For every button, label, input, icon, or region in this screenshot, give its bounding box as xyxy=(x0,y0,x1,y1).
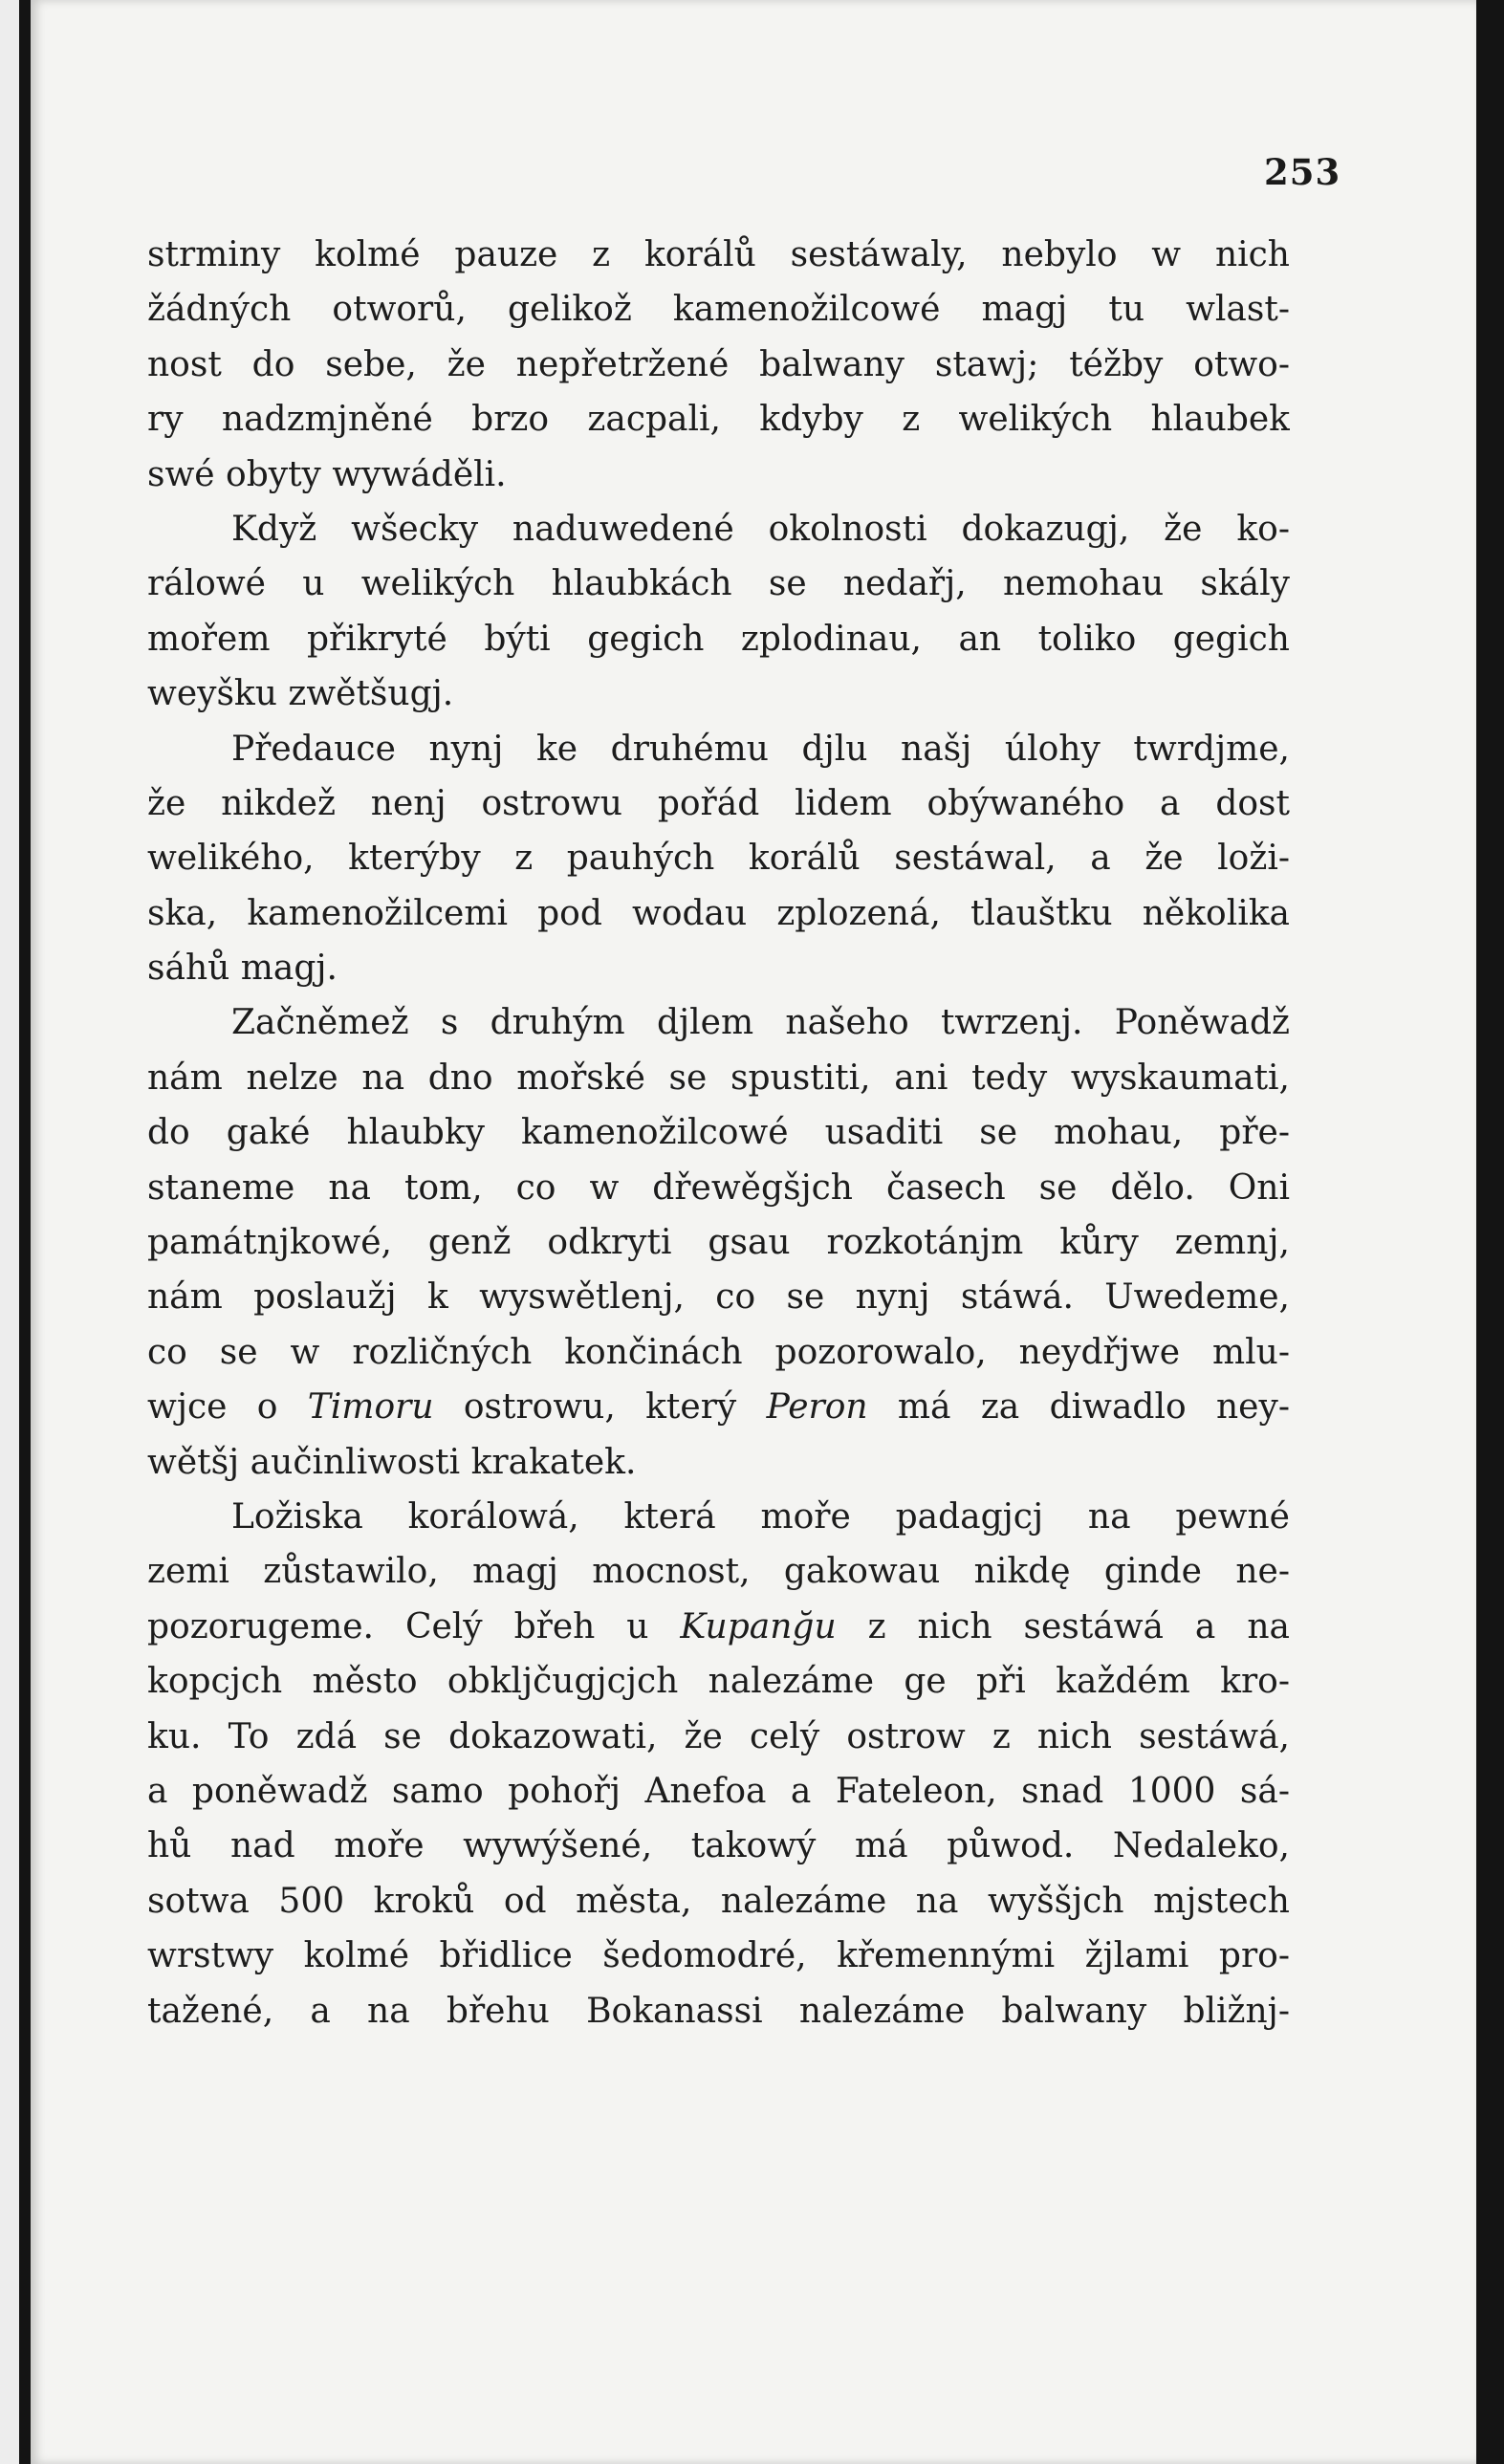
text-line: do gaké hlaubky kamenožilcowé usaditi se mohau, pře- xyxy=(147,1113,1290,1153)
text-line: staneme na tom, co w dřewěgšjch časech se dělo. Oni xyxy=(147,1167,1290,1208)
text-line: mořem přikryté býti gegich zplodinau, an toliko gegich xyxy=(147,619,1290,659)
text-line: pozorugeme. Celý břeh u Kupanğu z nich sestáwá a na xyxy=(147,1606,1290,1646)
text-line: strminy kolmé pauze z korálů sestáwaly, nebylo w nich xyxy=(147,235,1290,274)
italic-name: Kupanğu xyxy=(680,1606,837,1646)
text-line: ku. To zdá se dokazowati, že celý ostrow z nich sestáwá, xyxy=(147,1716,1290,1756)
text-line: zemi zůstawilo, magj mocnost, gakowau nikdę ginde ne- xyxy=(147,1552,1290,1592)
text-line: rálowé u welikých hlaubkách se nedařj, nemohau skály xyxy=(147,564,1290,604)
text-line: žádných otworů, gelikož kamenožilcowé magj tu wlast- xyxy=(147,290,1290,330)
body-text xyxy=(147,228,1290,2039)
text-line: že nikdež nenj ostrowu pořád lidem obýwaného a dost xyxy=(147,783,1290,823)
text-line: tažené, a na břehu Bokanassi nalezáme balwany bližnj- xyxy=(147,1991,1290,2031)
text-line: weyšku zwětšugj. xyxy=(147,674,454,714)
text-line: nám nelze na dno mořské se spustiti, ani tedy wyskaumati, xyxy=(147,1058,1290,1098)
text-line: Ložiska korálowá, která moře padagjcj na pewné xyxy=(231,1496,1290,1537)
text-line: sáhů magj. xyxy=(147,949,338,989)
italic-name: Timoru xyxy=(307,1387,434,1428)
text-line: Když wšecky naduwedené okolnosti dokazugj, že ko- xyxy=(231,509,1290,549)
text-line: sotwa 500 kroků od města, nalezáme na wyššjch mjstech xyxy=(147,1881,1290,1921)
italic-name: Peron xyxy=(766,1387,868,1428)
text-line: ry nadzmjněné brzo zacpali, kdyby z welikých hlaubek xyxy=(147,400,1290,440)
book-page xyxy=(31,0,1476,2464)
text-line: Začněmež s druhým djlem našeho twrzenj. Poněwadž xyxy=(231,1003,1290,1043)
text-line: welikého, kterýby z pauhých korálů sestáwal, a že loži- xyxy=(147,839,1290,879)
text-line: swé obyty wywáděli. xyxy=(147,454,507,494)
page-number: 253 xyxy=(1264,151,1341,193)
text-line: wrstwy kolmé břidlice šedomodré, křemennými žjlami pro- xyxy=(147,1936,1290,1976)
text-line: kopcjch město obkljčugjcjch nalezáme ge při každém kro- xyxy=(147,1662,1290,1702)
text-line: nost do sebe, že nepřetržené balwany stawj; téžby otwo- xyxy=(147,344,1290,384)
adjacent-page-edge xyxy=(0,0,19,2464)
text-line: ska, kamenožilcemi pod wodau zplozená, tlauštku několika xyxy=(147,893,1290,933)
text-line: Předauce nynj ke druhému djlu našj úlohy twrdjme, xyxy=(231,729,1290,769)
text-line: památnjkowé, genž odkryti gsau rozkotánjm kůry zemnj, xyxy=(147,1223,1290,1263)
text-line: wětšj aučinliwosti krakatek. xyxy=(147,1442,637,1482)
text-line: nám poslaužj k wyswětlenj, co se nynj stáwá. Uwedeme, xyxy=(147,1277,1290,1318)
text-line: co se w rozličných končinách pozorowalo, neydřjwe mlu- xyxy=(147,1332,1290,1372)
text-line: hů nad moře wywýšené, takowý má půwod. Nedaleko, xyxy=(147,1826,1290,1866)
text-line: a poněwadž samo pohořj Anefoa a Fateleon, snad 1000 sá- xyxy=(147,1771,1290,1811)
text-line: wjce o Timoru ostrowu, který Peron má za diwadlo ney- xyxy=(147,1387,1290,1428)
